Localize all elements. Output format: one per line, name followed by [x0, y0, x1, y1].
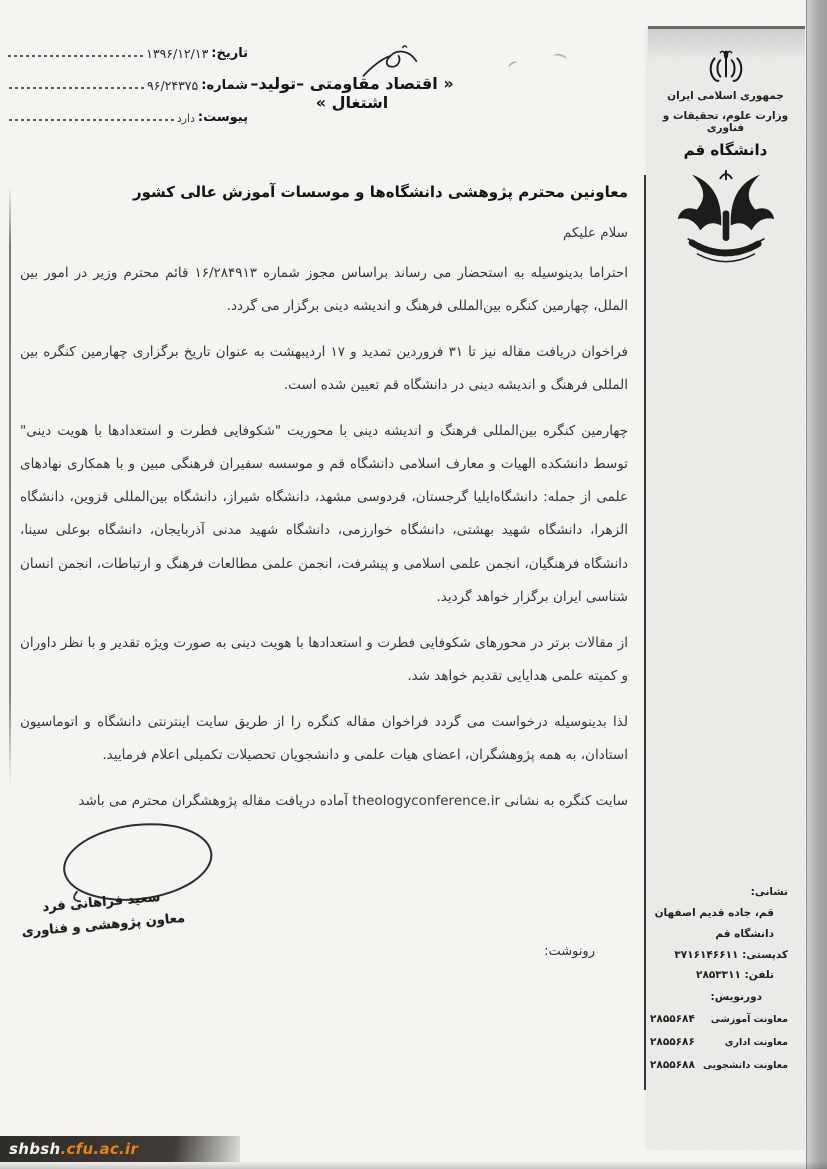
letterhead-slogan: « اقتصاد مقاومتی –تولید– اشتغال »: [250, 74, 454, 112]
attachment-value: دارد: [176, 112, 195, 125]
faint-pen-mark: [507, 60, 519, 70]
number-value: ۹۶/۲۴۳۷۵: [147, 78, 199, 93]
signatory-name: سعید فراهانی فرد: [41, 889, 161, 916]
fax-label: دورنویس:: [710, 991, 762, 1004]
scan-edge-right: [806, 0, 827, 1169]
letter-paragraph: چهارمین کنگره بین‌المللی فرهنگ و اندیشه دینی با محوریت "شکوفایی فطرت و استعدادها با هویت دینی" توسط دانشکده الهیات و معارف اسلامی دانشگاه قم و موسسه سفیران فرهنگی مبین و با همکاری نهادهای علمی از جمله: دانشگاه‌ایلیا گرجستان، فردوسی مشهد، دانشگاه شیراز، دانشگاه بین‌المللی قزوین، دانشگاه الزهرا، دانشگاه شهید بهشتی، دانشگاه خوارزمی، دانشگاه شهید مدنی آذربایجان، دانشگاه بوعلی سینا، دانشگاه فرهنگیان، انجمن علمی اسلامی و پیشرفت، انجمن علمی مطالعات فرهنگ و ارتباطات، انجمن انسان شناسی ایران برگزار خواهد گردید.: [20, 423, 628, 605]
address-line: قم، جاده قدیم اصفهان: [654, 906, 774, 919]
copy-to-label: رونوشت:: [544, 944, 595, 959]
dotted-leader: [8, 87, 144, 89]
letter-paragraph-website: سایت کنگره به نشانی theologyconference.ir آماده دریافت مقاله پژوهشگران محترم می باشد: [78, 792, 628, 809]
postal-code-line: کدپستی: ۳۷۱۶۱۴۶۶۱۱: [674, 948, 788, 961]
number-label: شماره:: [201, 78, 248, 93]
sidebar-divider-line: [644, 175, 646, 1090]
attachment-label: پیوست:: [197, 110, 248, 125]
letter-paragraph: فراخوان دریافت مقاله نیز تا ۳۱ فروردین تمدید و ۱۷ اردیبهشت به عنوان تاریخ برگزاری چهارمین کنگره بین المللی فرهنگ و اندیشه دینی در دانشگاه قم تعیین شده است.: [20, 344, 628, 394]
address-line: دانشگاه قم: [715, 927, 774, 940]
watermark-suffix: .cfu.ac.ir: [60, 1140, 139, 1158]
fax-row: [650, 1034, 788, 1052]
site-watermark: [0, 1136, 240, 1162]
attachment-row: [8, 110, 248, 125]
fax-department: معاونت اداری: [724, 1036, 788, 1048]
letter-paragraph: احتراما بدینوسیله به استحضار می رساند براساس مجوز شماره ۱۶/۲۸۴۹۱۳ قائم محترم وزیر در امور بین الملل، چهارمین کنگره بین‌المللی فرهنگ و اندیشه دینی برگزار می گردد.: [20, 265, 629, 315]
address-label: نشانی:: [750, 886, 788, 898]
letter-meta-fields: [8, 46, 248, 142]
contact-block: [650, 884, 798, 1080]
letter-salutation: سلام علیکم: [562, 225, 628, 241]
org-header: [648, 48, 803, 273]
fax-department: معاونت آموزشی: [710, 1014, 788, 1026]
fax-row: [650, 1011, 788, 1029]
org-country: جمهوری اسلامی ایران: [667, 90, 784, 102]
fax-number: ۲۸۵۵۶۸۴: [650, 1013, 695, 1026]
fax-row: [650, 1057, 788, 1075]
org-university-name: دانشگاه قم: [683, 141, 768, 159]
phone-line: تلفن: ۲۸۵۳۳۱۱: [696, 969, 774, 982]
fax-number: ۲۸۵۵۶۸۶: [650, 1035, 695, 1048]
watermark-prefix: shbsh: [9, 1140, 61, 1158]
fax-number: ۲۸۵۵۶۸۸: [650, 1058, 695, 1071]
scan-fold-line: [9, 186, 11, 786]
faint-pen-mark: [552, 52, 568, 63]
scan-edge-bottom: [0, 1161, 827, 1169]
qom-university-logo: [669, 167, 783, 273]
date-row: [8, 46, 248, 61]
fax-department: معاونت دانشجویی: [703, 1059, 788, 1071]
letter-body: [20, 183, 628, 831]
dotted-leader: [8, 119, 174, 121]
number-row: [8, 78, 248, 93]
iran-emblem-icon: [707, 48, 745, 86]
org-ministry: وزارت علوم، تحقیقات و فناوری: [662, 110, 789, 134]
letter-paragraph: لذا بدینوسیله درخواست می گردد فراخوان مقاله کنگره را از طریق سایت اینترنتی دانشگاه و اتوماسیون استادان، به همه پژوهشگران، اعضای هیات علمی و دانشجویان تحصیلات تکمیلی اعلام فرمایید.: [20, 713, 628, 763]
date-label: تاریخ:: [211, 46, 248, 61]
letter-recipient: معاونین محترم پژوهشی دانشگاه‌ها و موسسات آموزش عالی کشور: [132, 183, 628, 201]
dotted-leader: [8, 55, 143, 57]
date-value: ۱۳۹۶/۱۲/۱۳: [146, 46, 209, 61]
letter-paragraph: از مقالات برتر در محورهای شکوفایی فطرت و استعدادها با هویت دینی به صورت ویژه تقدیر و با نظر داوران و کمیته علمی هدایایی تقدیم خواهد شد.: [20, 634, 628, 684]
signatory-title: معاون پژوهشی و فناوری: [21, 910, 186, 940]
signatory: [8, 884, 196, 945]
